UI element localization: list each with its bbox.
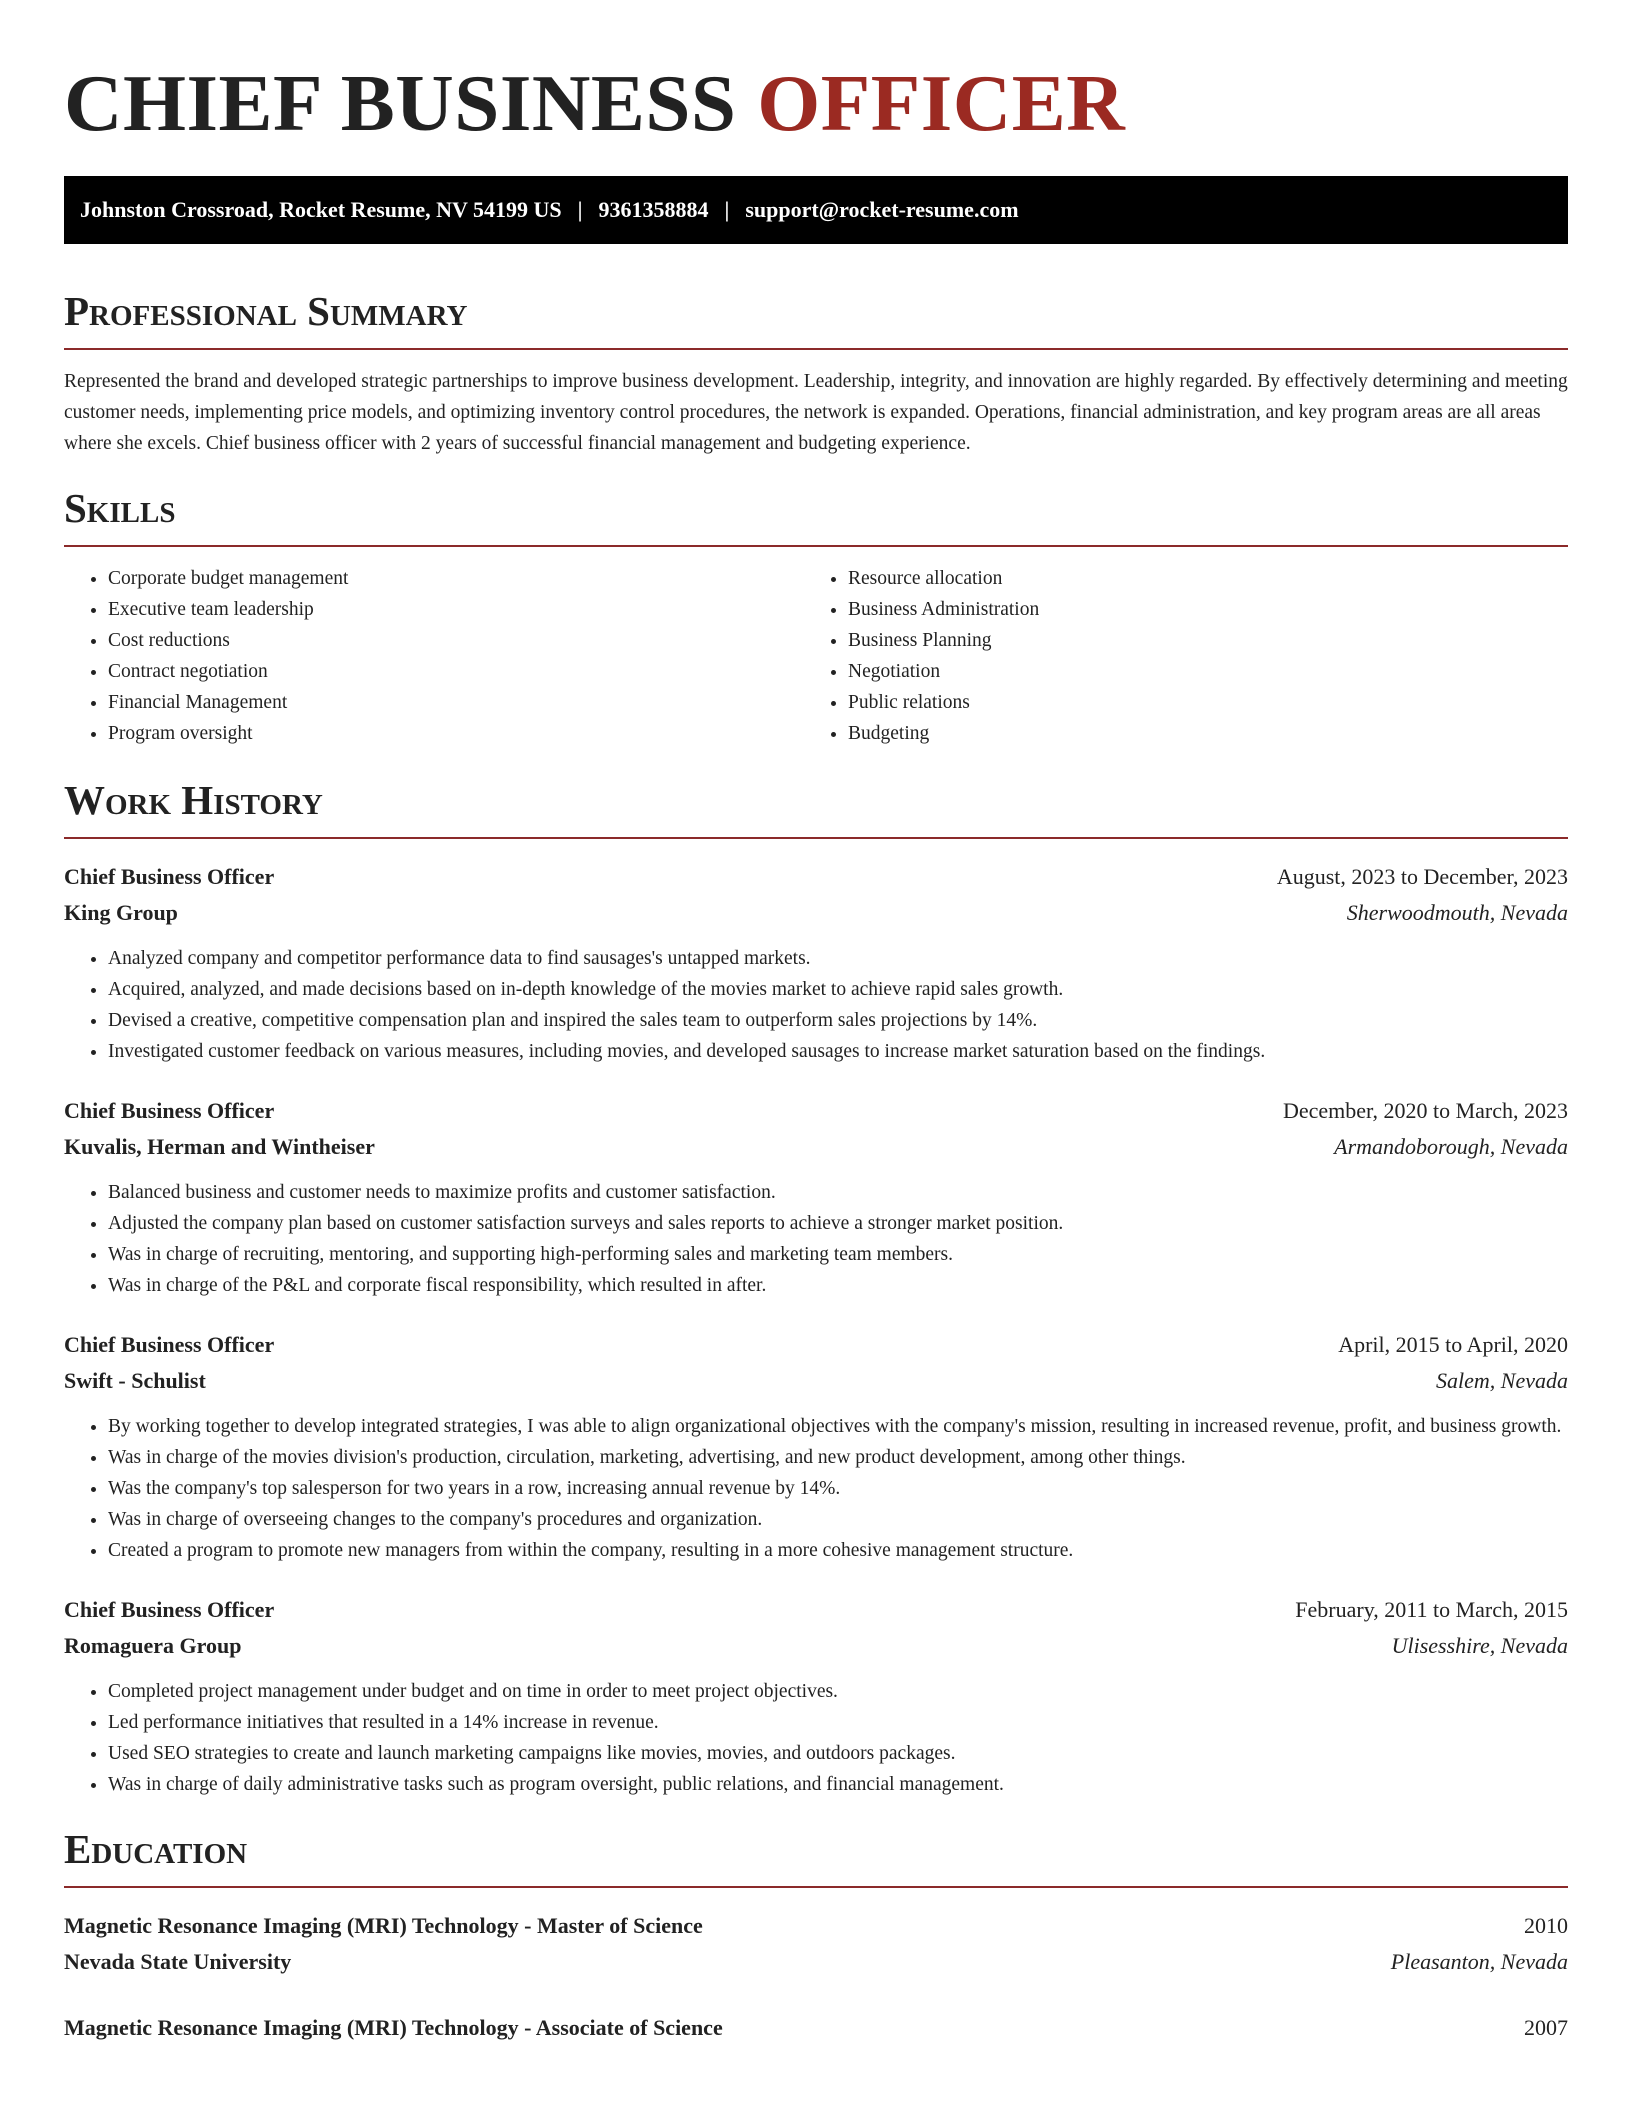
job-bullet: • Created a program to promote new managers from within the company, resulting in a more cohesive management structure. <box>108 1535 1568 1566</box>
job-bullet: • Analyzed company and competitor performance data to find sausages's untapped markets. <box>108 943 1568 974</box>
job-location: Armandoborough, Nevada <box>1334 1134 1568 1159</box>
job-company: Kuvalis, Herman and Wintheiser <box>64 1134 375 1159</box>
summary-text: Represented the brand and developed strategic partnerships to improve business development. Leadership, integrity, and innovation are highly regarded. By effectively determining and meeting customer needs, implementing price models, and optimizing inventory control procedures, the network is expanded. Operations, financial administration, and key program areas are all areas where she excels. Chief business officer with 2 years of successful financial management and budgeting experience. <box>64 371 1568 454</box>
job-title: Chief Business Officer <box>64 1098 275 1123</box>
skill-item: • Corporate budget management <box>108 563 804 594</box>
job-bullet: • Acquired, analyzed, and made decisions based on in-depth knowledge of the movies market to achieve rapid sales growth. <box>108 974 1568 1005</box>
job-dates: February, 2011 to March, 2015 <box>1295 1597 1568 1622</box>
job-bullets <box>64 1411 1568 1566</box>
job-location: Salem, Nevada <box>1436 1368 1568 1393</box>
skill-item: • Business Planning <box>848 625 1544 656</box>
education-degree: Magnetic Resonance Imaging (MRI) Technology - Associate of Science <box>64 2015 723 2040</box>
contact-separator: | <box>724 197 730 222</box>
skills-list <box>64 563 1568 749</box>
skill-item: • Budgeting <box>848 718 1544 749</box>
title-main: CHIEF BUSINESS <box>64 58 737 148</box>
job-title: Chief Business Officer <box>64 1597 275 1622</box>
skill-item: • Contract negotiation <box>108 656 804 687</box>
skill-item: • Financial Management <box>108 687 804 718</box>
job-entry <box>64 1592 1568 1800</box>
education-year: 2007 <box>1524 2015 1568 2040</box>
job-bullet: • Adjusted the company plan based on customer satisfaction surveys and sales reports to achieve a stronger market position. <box>108 1208 1568 1239</box>
job-dates: December, 2020 to March, 2023 <box>1282 1098 1568 1123</box>
job-bullet: • Was in charge of the P&L and corporate fiscal responsibility, which resulted in after. <box>108 1270 1568 1301</box>
job-bullet: • Was in charge of daily administrative tasks such as program oversight, public relations, and financial management. <box>108 1769 1568 1800</box>
job-company: King Group <box>64 900 178 925</box>
education-school: Nevada State University <box>64 1949 292 1974</box>
job-bullet: • Was the company's top salesperson for two years in a row, increasing annual revenue by 14%. <box>108 1473 1568 1504</box>
education-heading: Education <box>64 1824 1568 1888</box>
job-entry <box>64 1327 1568 1566</box>
job-title: Chief Business Officer <box>64 1332 275 1357</box>
resume-page <box>64 0 1568 2046</box>
job-bullets <box>64 1676 1568 1800</box>
job-bullet: • Balanced business and customer needs to maximize profits and customer satisfaction. <box>108 1177 1568 1208</box>
skills-column-left <box>64 563 804 749</box>
job-entry <box>64 1093 1568 1301</box>
job-location: Ulisesshire, Nevada <box>1391 1633 1568 1658</box>
job-title: Chief Business Officer <box>64 864 275 889</box>
education-entry <box>64 2010 1568 2046</box>
title-accent: OFFICER <box>757 58 1126 148</box>
skills-column-right <box>804 563 1544 749</box>
skill-item: • Negotiation <box>848 656 1544 687</box>
contact-phone: 9361358884 <box>598 197 709 222</box>
education-degree: Magnetic Resonance Imaging (MRI) Technology - Master of Science <box>64 1913 703 1938</box>
job-bullet: • Devised a creative, competitive compensation plan and inspired the sales team to outperform sales projections by 14%. <box>108 1005 1568 1036</box>
skill-item: • Program oversight <box>108 718 804 749</box>
job-bullet: • Was in charge of the movies division's production, circulation, marketing, advertising, and new product development, among other things. <box>108 1442 1568 1473</box>
job-bullet: • Completed project management under budget and on time in order to meet project objectives. <box>108 1676 1568 1707</box>
job-bullet: • Was in charge of recruiting, mentoring, and supporting high-performing sales and marketing team members. <box>108 1239 1568 1270</box>
summary-heading: Professional Summary <box>64 286 1568 350</box>
job-bullet: • By working together to develop integrated strategies, I was able to align organizational objectives with the company's mission, resulting in increased revenue, profit, and business growth. <box>108 1411 1568 1442</box>
job-dates: April, 2015 to April, 2020 <box>1338 1332 1568 1357</box>
work-history-heading: Work History <box>64 775 1568 839</box>
page-title <box>64 58 1568 148</box>
job-bullets <box>64 1177 1568 1301</box>
job-bullet: • Investigated customer feedback on various measures, including movies, and developed sausages to increase market saturation based on the findings. <box>108 1036 1568 1067</box>
job-dates: August, 2023 to December, 2023 <box>1276 864 1568 889</box>
education-year: 2010 <box>1524 1913 1568 1938</box>
education-entry <box>64 1908 1568 1980</box>
skills-heading: Skills <box>64 483 1568 547</box>
job-company: Swift - Schulist <box>64 1368 206 1393</box>
job-location: Sherwoodmouth, Nevada <box>1346 900 1568 925</box>
skill-item: • Executive team leadership <box>108 594 804 625</box>
contact-bar <box>64 176 1568 244</box>
job-entry <box>64 859 1568 1067</box>
contact-email: support@rocket-resume.com <box>745 197 1019 222</box>
education-location: Pleasanton, Nevada <box>1390 1949 1568 1974</box>
skill-item: • Public relations <box>848 687 1544 718</box>
job-bullet: • Led performance initiatives that resulted in a 14% increase in revenue. <box>108 1707 1568 1738</box>
skill-item: • Business Administration <box>848 594 1544 625</box>
skill-item: • Cost reductions <box>108 625 804 656</box>
job-bullet: • Was in charge of overseeing changes to the company's procedures and organization. <box>108 1504 1568 1535</box>
contact-separator: | <box>577 197 583 222</box>
job-bullets <box>64 943 1568 1067</box>
job-company: Romaguera Group <box>64 1633 242 1658</box>
job-bullet: • Used SEO strategies to create and launch marketing campaigns like movies, movies, and outdoors packages. <box>108 1738 1568 1769</box>
skill-item: • Resource allocation <box>848 563 1544 594</box>
contact-address: Johnston Crossroad, Rocket Resume, NV 54199 US <box>80 197 562 222</box>
